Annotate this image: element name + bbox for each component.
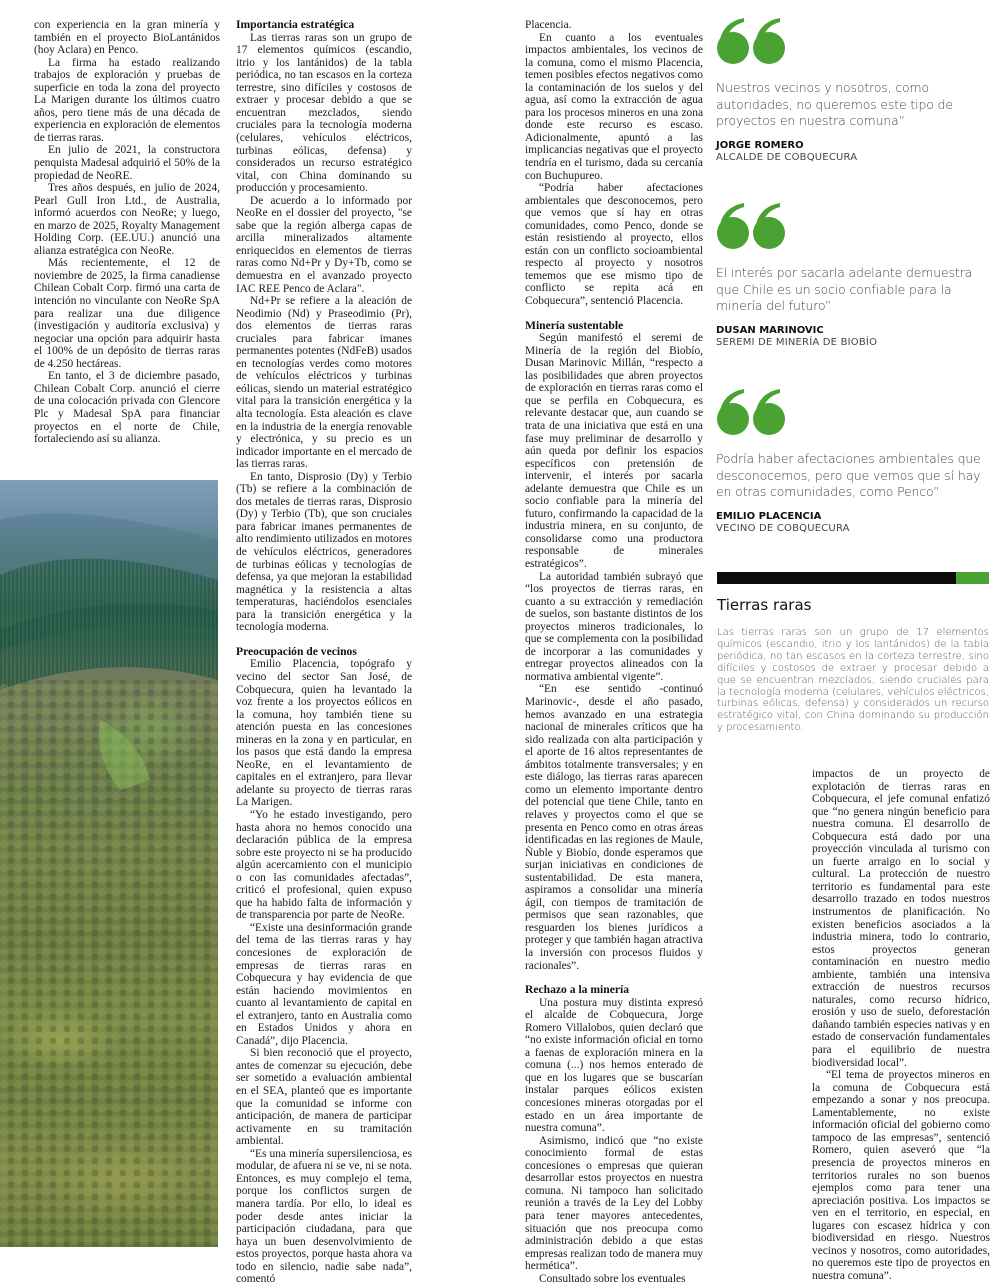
section-heading-mineria-sustentable: Minería sustentable: [525, 318, 624, 332]
paragraph: Una postura muy distinta expresó el alcalde de Cobquecura, Jorge Romero Villalobos, quien declaró que “no existe información oficial en torno a faenas de exploración minera en la comuna (...) nos hemos enterado de que en los lugares que se buscarían instalar parques eólicos existen concesiones mineras otorgadas por el estado en un área importante de nuestra comuna”.: [525, 996, 703, 1135]
paragraph: “Es una minería supersilenciosa, es modular, de afuera ni se ve, ni se nota. Entonces, es muy complejo el tema, porque los conflictos surgen de manera tardía. Por ello, lo ideal es poder desde antes iniciar la participación ciudadana, para que haya un buen desenvolvimiento de estos proyectos, porque hasta ahora va todo en silencio, nadie sabe nada”, comentó: [236, 1147, 412, 1286]
paragraph: Emilio Placencia, topógrafo y vecino del sector San José, de Cobquecura, quien ha levantado la voz frente a los proyectos eólicos en la comuna, hoy también tiene su atención puesta en las concesiones mineras en la zona y en particular, en los pasos que está dando la empresa NeoRe, en el levantamiento de capitales en el extranjero, para llevar adelante su proyecto de tierras raras La Marigen.: [236, 658, 412, 809]
section-heading-importancia: Importancia estratégica: [236, 18, 355, 31]
paragraph: De acuerdo a lo informado por NeoRe en el dossier del proyecto, "se sabe que la región alberga capas de arcilla mineralizados altamente enriquecidos en elementos de tierras raras como Nd+Pr y Dy+Tb, como se demuestra en el avanzado proyecto IAC REE Penco de Aclara".: [236, 194, 412, 295]
paragraph: Asimismo, indicó que “no existe conocimiento formal de estas concesiones o empresas que quieran desarrollar estos proyectos en nuestra comuna. Ni tampoco han solicitado reunión a través de la Ley del Lobby para tener mayores antecedentes, situación que nos preocupa como administración debido a que estas empresas realizan todo de manera muy hermética”.: [525, 1134, 703, 1273]
quote-mark-icon: [716, 14, 786, 66]
paragraph: Consultado sobre los eventuales: [539, 1272, 686, 1285]
paragraph: En tanto, el 3 de diciembre pasado, Chilean Cobalt Corp. anunció el cierre de una colocación privada con Glencore Plc y Madesal SpA para financiar proyectos en el norte de Chile, fortaleciendo así su alianza.: [34, 370, 220, 446]
quote-author-role: VECINO DE COBQUECURA: [716, 522, 850, 534]
paragraph: “Yo he estado investigando, pero hasta ahora no hemos conocido una declaración pública de la empresa sobre este proyecto ni se ha producido algún acercamiento con el municipio o con las comunidades afectadas”, criticó el profesional, quien expuso que ha habido falta de información y de transparencia por parte de NeoRe.: [236, 809, 412, 922]
paragraph: “En ese sentido -continuó Marinovic-, desde el año pasado, hemos avanzado en una estrategia nacional de minerales críticos que ha sido realizada con alta participación y el aporte de 16 altos representantes de ámbitos totalmente transversales; y en este diálogo, las tierras raras aparecen como un elemento importante dentro del potencial que tiene Chile, tanto en relaves y proyectos como el que se presenta en Penco como en otras áreas identificadas en las regiones de Maule, Ñuble y Biobío, donde esperamos que surjan iniciativas en condiciones de sustentabilidad. De esta manera, aspiramos a consolidar una minería ágil, con tiempos de tramitación de permisos que sean razonables, que resguarden los bienes jurídicos a proteger y que también hagan atractiva la inversión con procesos fluidos y racionales”.: [525, 683, 703, 972]
paragraph: impactos de un proyecto de explotación de tierras raras en Cobquecura, el jefe comunal enfatizó que “no genera ningún beneficio para nuestra comuna. El desarrollo de Cobquecura está dado por una proyección vinculada al turismo con un fuerte arraigo en lo social y cultural. La protección de nuestro territorio es fundamental para este desarrollo trazado en todos nuestros instrumentos de planificación. No existen beneficios asociados a la industria minera, todo lo contrario, estos proyectos generan contaminación en nuestro medio ambiente, también una intensiva extracción de nuestros recursos naturales, como recurso hídrico, erosión y uso de suelo, deforestación dañando también especies nativas y en estado de conservación fundamentales para el equilibrio de nuestra biodiversidad local”.: [812, 768, 990, 1069]
pull-quote-marinovic: [716, 199, 992, 349]
paragraph: Tres años después, en julio de 2024, Pearl Gull Iron Ltd., de Australia, informó acuerdos con NeoRe; y luego, en marzo de 2025, Royalty Management Holding Corp. (EE.UU.) anunció una alianza estratégica con NeoRe.: [34, 182, 220, 257]
quote-author-name: EMILIO PLACENCIA: [716, 510, 822, 522]
article-column-2: [236, 19, 412, 1286]
forest-photo: [0, 480, 218, 1247]
quote-text: Nuestros vecinos y nosotros, como autoridades, no queremos este tipo de proyectos en nuestra comuna”: [716, 80, 953, 128]
quote-mark-icon: [716, 385, 786, 437]
section-heading-preocupacion: Preocupación de vecinos: [236, 644, 357, 658]
paragraph: “Existe una desinformación grande del tema de las tierras raras y hay concesiones de exploración de empresas de tierras raras en Cobquecura y hay evidencia de que están haciendo movimientos en cuanto al levantamiento de capital en el extranjero, tanto en Australia como en Estados Unidos y ahora en Canadá”, dijo Placencia.: [236, 921, 412, 1047]
infobox-divider-accent: [956, 572, 989, 584]
paragraph: Las tierras raras son un grupo de 17 elementos químicos (escandio, itrio y los lantánidos) de la tabla periódica, no tan escasos en la corteza terrestre, sino difíciles y costosos de extraer y procesar debido a que se encuentran mezclados, siendo cruciales para la tecnología moderna (celulares, vehículos eléctricos, turbinas eólicas, defensa) y considerados un recurso estratégico vital, con China dominando su producción y procesamiento.: [236, 31, 412, 195]
quote-author-role: SEREMI DE MINERÍA DE BIOBÍO: [716, 336, 878, 348]
paragraph: La autoridad también subrayó que “los proyectos de tierras raras, en cuanto a su extracción y remediación de suelos, son bastante distintos de los proyectos mineros tradicionales, lo que se complementa con la posibilidad de incorporar a las comunidades y entregar proyectos alineados con la normativa ambiental vigente”.: [525, 570, 703, 683]
paragraph: En cuanto a los eventuales impactos ambientales, los vecinos de la comuna, como el mismo Placencia, temen posibles efectos negativos como la contaminación de los suelos y del agua, así como la extracción de agua para los procesos mineros en una zona donde este recurso es escaso. Adicionalmente, apuntó a las implicancias negativas que el proyecto tendría en el turismo, dada su cercanía con Buchupureo.: [525, 31, 703, 182]
paragraph: En julio de 2021, la constructora penquista Madesal adquirió el 50% de la propiedad de NeoRE.: [34, 144, 220, 182]
paragraph: Nd+Pr se refiere a la aleación de Neodimio (Nd) y Praseodimio (Pr), dos elementos de tierras raras cruciales para fabricar imanes permanentes potentes (NdFeB) usados en tecnologías verdes como motores de vehículos eléctricos y turbinas eólicas, siendo un material estratégico vital para la transición energética y la alta tecnología. Esta aleación es clave en la industria de la energía renovable y electrónica, y su precio es un indicador importante en el mercado de las tierras raras.: [236, 295, 412, 471]
pull-quote-romero: [716, 14, 992, 164]
quote-author-name: JORGE ROMERO: [716, 139, 804, 151]
paragraph: Más recientemente, el 12 de noviembre de 2025, la firma canadiense Chilean Cobalt Corp. firmó una carta de intención no vinculante con NeoRe SpA para realizar una due diligence (investigación y auditoría exclusiva) y negociar una opción para adquirir hasta el 100% de un depósito de tierras raras de 4.250 hectáreas.: [34, 257, 220, 370]
paragraph: La firma ha estado realizando trabajos de exploración y pruebas de superficie en toda la zona del proyecto La Marigen durante los últimos cuatro años, pero tiene más de una década de experiencia en exploración de elementos de tierras raras.: [34, 56, 220, 144]
paragraph: Según manifestó el seremi de Minería de la región del Biobío, Dusan Marinovic Millán, “respecto a las posibilidades que abren proyectos de exploración en tierras raras como el que se perfila en Cobquecura, es relevante destacar que, aun cuando se trata de una iniciativa que está en una fase muy preliminar de desarrollo y aún queda por definir los espacios específicos con pretensión de intervenir, el interés por sacarla adelante demuestra que Chile es un socio confiable para la minería del futuro, confirmando la capacidad de la industria minera, en su conjunto, de consolidarse como una productora responsable de minerales estratégicos”.: [525, 332, 703, 571]
quote-author-role: ALCALDE DE COBQUECURA: [716, 151, 858, 163]
quote-mark-icon: [716, 199, 786, 251]
paragraph: “Podría haber afectaciones ambientales que desconocemos, pero que vemos que sí hay en otras comunidades, como Penco, donde se están resistiendo al proyecto, ellos están con un conflicto socioambiental respecto al proyecto y nosotros tememos que ese mismo tipo de conflicto se repita acá en Cobquecura”, sentenció Placencia.: [525, 182, 703, 308]
paragraph: con experiencia en la gran minería y también en el proyecto BioLantánidos (hoy Aclara) en Penco.: [34, 19, 220, 57]
infobox-divider-bar: [717, 572, 989, 584]
quote-author-name: DUSAN MARINOVIC: [716, 324, 824, 336]
article-column-3: [525, 19, 703, 1285]
paragraph: “El tema de proyectos mineros en la comuna de Cobquecura está empezando a sonar y nos preocupa. Lamentablemente, no existe información oficial del gobierno como tampoco de las empresas”, sentenció Romero, quien aseveró que “la presencia de proyectos mineros en territorios rurales no son buenos ejemplos como para tener una apreciación positiva. Los impactos se ven en el territorio, en especial, en lugares con escasez hídrica y con biodiversidad en riesgo. Nuestros vecinos y nosotros, como autoridades, no queremos este tipo de proyectos en nuestra comuna”.: [812, 1069, 990, 1282]
infobox-title: Tierras raras: [717, 596, 812, 614]
pull-quote-placencia: [716, 385, 992, 535]
quote-text: Podría haber afectaciones ambientales que desconocemos, pero que vemos que sí hay en otras comunidades, como Penco”: [716, 451, 981, 499]
paragraph: Si bien reconoció que el proyecto, antes de comenzar su ejecución, debe ser sometido a evaluación ambiental en el SEA, planteó que es importante que la comunidad se informe con anticipación, de manera de participar activamente en su tramitación ambiental.: [236, 1047, 412, 1148]
infobox-text: Las tierras raras son un grupo de 17 elementos químicos (escandio, itrio y los lantánidos) de la tabla periódica, no tan escasos en la corteza terrestre, sino difíciles y costosos de extraer y procesar debido a que se encuentran mezclados, siendo cruciales para la tecnología moderna (celulares, vehículos eléctricos, turbinas eólicas, defensa) y considerados un recurso estratégico vital, con China dominando su producción y procesamiento.: [717, 627, 989, 734]
quote-text: El interés por sacarla adelante demuestra que Chile es un socio confiable para la minería del futuro”: [716, 265, 973, 313]
paragraph: Placencia.: [525, 19, 572, 31]
section-heading-rechazo: Rechazo a la minería: [525, 983, 629, 997]
paragraph: En tanto, Disprosio (Dy) y Terbio (Tb) se refiere a la combinación de dos metales de tierras raras, Disprosio (Dy) y Terbio (Tb), que son cruciales para fabricar imanes permanentes de alto rendimiento utilizados en motores de vehículos eléctricos, generadores de turbinas eólicas y tecnologías de defensa, ya que mejoran la estabilidad magnética y la resistencia a altas temperaturas, haciéndolos esenciales para la transición energética y la tecnología moderna.: [236, 470, 412, 634]
article-column-1: [34, 19, 220, 446]
forest-landscape-image: [0, 480, 218, 1247]
article-column-4: [812, 768, 990, 1282]
